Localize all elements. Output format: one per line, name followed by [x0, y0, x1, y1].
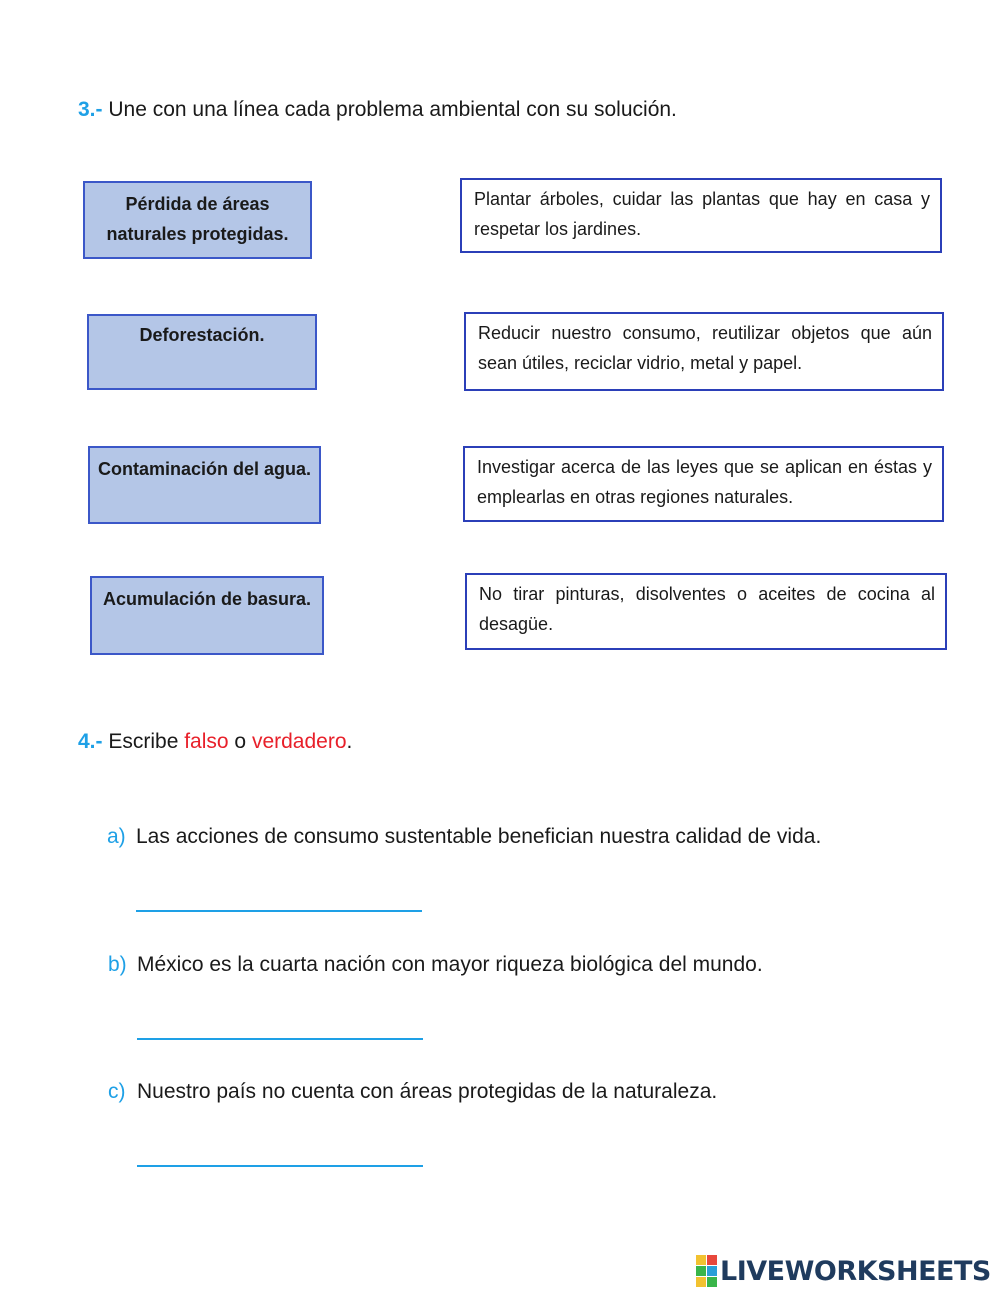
answer-blank-c[interactable]	[137, 1165, 423, 1167]
question-a-text: Las acciones de consumo sustentable benefician nuestra calidad de vida.	[136, 825, 822, 848]
logo-block-icon	[696, 1266, 706, 1276]
problem-box-3[interactable]: Contaminación del agua.	[88, 446, 321, 524]
section-3-number: 3.-	[78, 98, 103, 121]
word-falso: falso	[184, 730, 229, 753]
logo-block-icon	[707, 1266, 717, 1276]
section-3-instruction: Une con una línea cada problema ambiental con su solución.	[108, 98, 677, 121]
logo-blocks-icon	[696, 1255, 717, 1287]
section-4-suffix: .	[346, 730, 353, 753]
logo-block-icon	[707, 1255, 717, 1265]
section-4-heading	[78, 728, 352, 756]
problem-box-1[interactable]: Pérdida de áreas naturales protegidas.	[83, 181, 312, 259]
question-c-letter: c)	[108, 1080, 126, 1103]
question-a-letter: a)	[107, 825, 126, 848]
problem-box-2[interactable]: Deforestación.	[87, 314, 317, 390]
question-b-text: México es la cuarta nación con mayor riqueza biológica del mundo.	[137, 953, 763, 976]
logo-block-icon	[696, 1255, 706, 1265]
solution-box-2[interactable]: Reducir nuestro consumo, reutilizar objetos que aún sean útiles, reciclar vidrio, metal y papel.	[464, 312, 944, 391]
section-4-prefix: Escribe	[108, 730, 185, 753]
answer-blank-b[interactable]	[137, 1038, 423, 1040]
section-3-heading	[78, 96, 677, 124]
liveworksheets-logo	[696, 1254, 991, 1288]
question-c-text: Nuestro país no cuenta con áreas protegidas de la naturaleza.	[137, 1080, 718, 1103]
logo-text: LIVEWORKSHEETS	[720, 1255, 991, 1287]
word-verdadero: verdadero	[251, 730, 347, 753]
solution-box-4[interactable]: No tirar pinturas, disolventes o aceites de cocina al desagüe.	[465, 573, 947, 650]
solution-box-3[interactable]: Investigar acerca de las leyes que se aplican en éstas y emplearlas en otras regiones naturales.	[463, 446, 944, 522]
solution-box-1[interactable]: Plantar árboles, cuidar las plantas que hay en casa y respetar los jardines.	[460, 178, 942, 253]
answer-blank-a[interactable]	[136, 910, 422, 912]
section-4-number: 4.-	[78, 730, 103, 753]
problem-box-4[interactable]: Acumulación de basura.	[90, 576, 324, 655]
question-b-letter: b)	[108, 953, 127, 976]
logo-block-icon	[707, 1277, 717, 1287]
section-4-connector: o	[228, 730, 252, 753]
logo-block-icon	[696, 1277, 706, 1287]
